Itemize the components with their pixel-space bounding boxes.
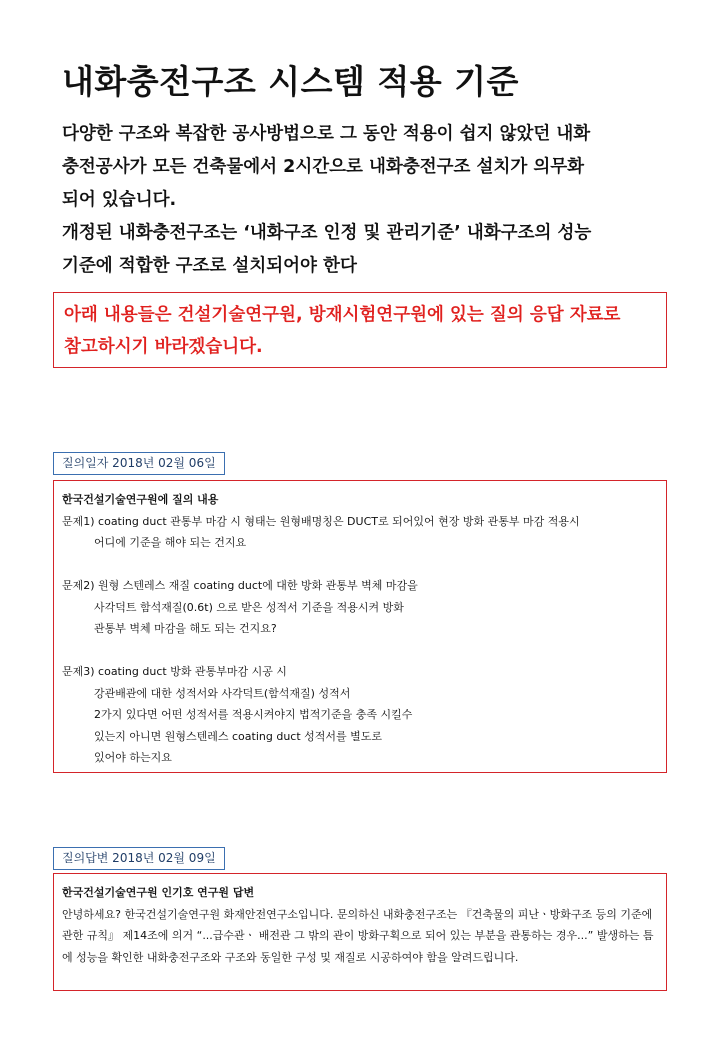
- question-spacer: [62, 554, 656, 576]
- notice-line: 아래 내용들은 건설기술연구원, 방재시험연구원에 있는 질의 응답 자료로: [64, 305, 621, 325]
- answer-box: [53, 873, 667, 991]
- intro-line: 다양한 구조와 복잡한 공사방법으로 그 동안 적용이 쉽지 않았던 내화: [62, 124, 591, 144]
- question-line: 문제3) coating duct 방화 관통부마감 시공 시: [62, 665, 287, 678]
- question-spacer: [62, 640, 656, 662]
- question-line: 사각덕트 함석재질(0.6t) 으로 받은 성적서 기준을 적용시켜 방화: [94, 600, 404, 614]
- notice-box: [53, 292, 667, 368]
- question-line: 문제2) 원형 스텐레스 재질 coating duct에 대한 방화 관통부 벽체 마감을: [62, 579, 418, 592]
- intro-paragraph: [62, 118, 692, 283]
- question-line: 관통부 벽체 마감을 해도 되는 건지요?: [94, 622, 277, 635]
- notice-line: 참고하시기 바라겠습니다.: [64, 337, 263, 357]
- question-line: 강관배관에 대한 성적서와 사각덕트(함석재질) 성적서: [94, 686, 351, 700]
- intro-line: 기준에 적합한 구조로 설치되어야 한다: [62, 256, 357, 276]
- answer-text: 안녕하세요? 한국건설기술연구원 화재안전연구소입니다. 문의하신 내화충전구조는 『건축물의 피난ㆍ방화구조 등의 기준에 관한 규칙』 제14조에 의거 “...급수관ㆍ 배전관 그 밖의 관이 방화구획으로 되어 있는 부분을 관통하는 경우...” 발생하는 틈에 성능을 확인한 내화충전구조와 구조와 동일한 구성 및 재질로 시공하여야 함을 알려드립니다.: [62, 907, 654, 964]
- question-date-tag: 질의일자 2018년 02월 06일: [53, 452, 225, 475]
- question-line: 있는지 아니면 원형스텐레스 coating duct 성적서를 별도로: [94, 729, 383, 743]
- answer-heading: 한국건설기술연구원 인기호 연구원 답변: [62, 886, 255, 899]
- question-box: [53, 480, 667, 773]
- question-line: 어디에 기준을 해야 되는 건지요: [94, 536, 247, 549]
- question-line: 있어야 하는지요: [94, 751, 172, 764]
- question-line: 문제1) coating duct 관통부 마감 시 형태는 원형배명칭은 DUCT로 되어있어 현장 방화 관통부 마감 적용시: [62, 514, 580, 528]
- page-title: 내화충전구조 시스템 적용 기준: [62, 62, 519, 101]
- intro-line: 개정된 내화충전구조는 ‘내화구조 인정 및 관리기준’ 내화구조의 성능: [62, 223, 592, 243]
- question-line: 2가지 있다면 어떤 성적서를 적용시켜야지 법적기준을 충족 시킬수: [94, 708, 413, 721]
- answer-date-tag: 질의답변 2018년 02월 09일: [53, 847, 225, 870]
- question-lines: [62, 511, 656, 769]
- intro-line: 충전공사가 모든 건축물에서 2시간으로 내화충전구조 설치가 의무화: [62, 157, 585, 177]
- question-heading: 한국건설기술연구원에 질의 내용: [62, 493, 219, 506]
- intro-line: 되어 있습니다.: [62, 190, 177, 210]
